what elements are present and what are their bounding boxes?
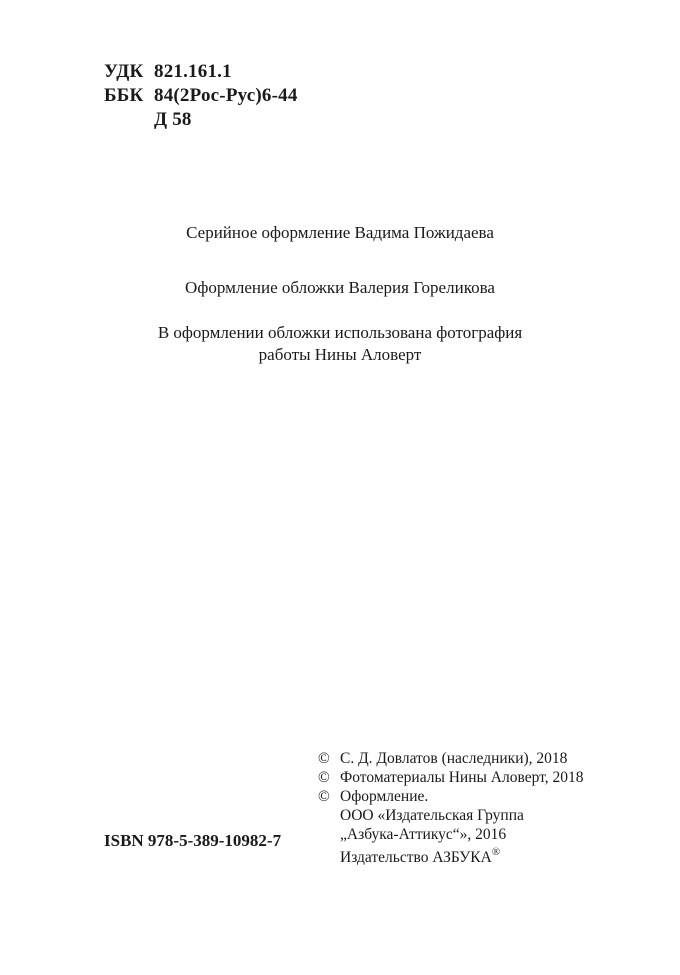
copyright-symbol: ©: [318, 750, 330, 767]
copyright-symbol: ©: [318, 788, 330, 805]
series-design-credit: Серийное оформление Вадима Пожидаева: [186, 223, 494, 242]
udk-row: [104, 60, 298, 84]
copyright-block: [318, 749, 584, 867]
copyright-symbol: ©: [318, 769, 330, 786]
udk-label: УДК: [104, 61, 144, 82]
copyright-text-4: ООО «Издательская Группа: [340, 807, 524, 824]
copyright-line-6: [318, 844, 584, 867]
copyright-text-5: „Азбука-Аттикус“», 2016: [340, 826, 507, 843]
copyright-text-6: Издательство АЗБУКА: [340, 849, 492, 867]
copyright-line-1: [318, 749, 584, 768]
copyright-text-1: С. Д. Довлатов (наследники), 2018: [340, 750, 568, 767]
author-mark: Д 58: [154, 109, 192, 130]
photo-credit: [0, 322, 680, 366]
cover-design-credit: Оформление обложки Валерия Гореликова: [185, 278, 495, 297]
registered-mark: ®: [491, 846, 501, 858]
copyright-text-2: Фотоматериалы Нины Аловерт, 2018: [340, 769, 584, 786]
bbk-label: ББК: [104, 85, 144, 106]
copyright-text-3: Оформление.: [340, 788, 429, 805]
bbk-row: [104, 84, 298, 108]
classification-block: [104, 60, 298, 132]
photo-credit-line-2: работы Нины Аловерт: [258, 345, 422, 364]
photo-credit-line-1: В оформлении обложки использована фотография: [157, 323, 523, 342]
udk-value: 821.161.1: [154, 61, 232, 82]
copyright-line-3: [318, 787, 584, 806]
isbn: ISBN 978-5-389-10982-7: [104, 831, 282, 850]
copyright-line-2: [318, 768, 584, 787]
bbk-value: 84(2Рос-Рус)6-44: [154, 85, 298, 106]
